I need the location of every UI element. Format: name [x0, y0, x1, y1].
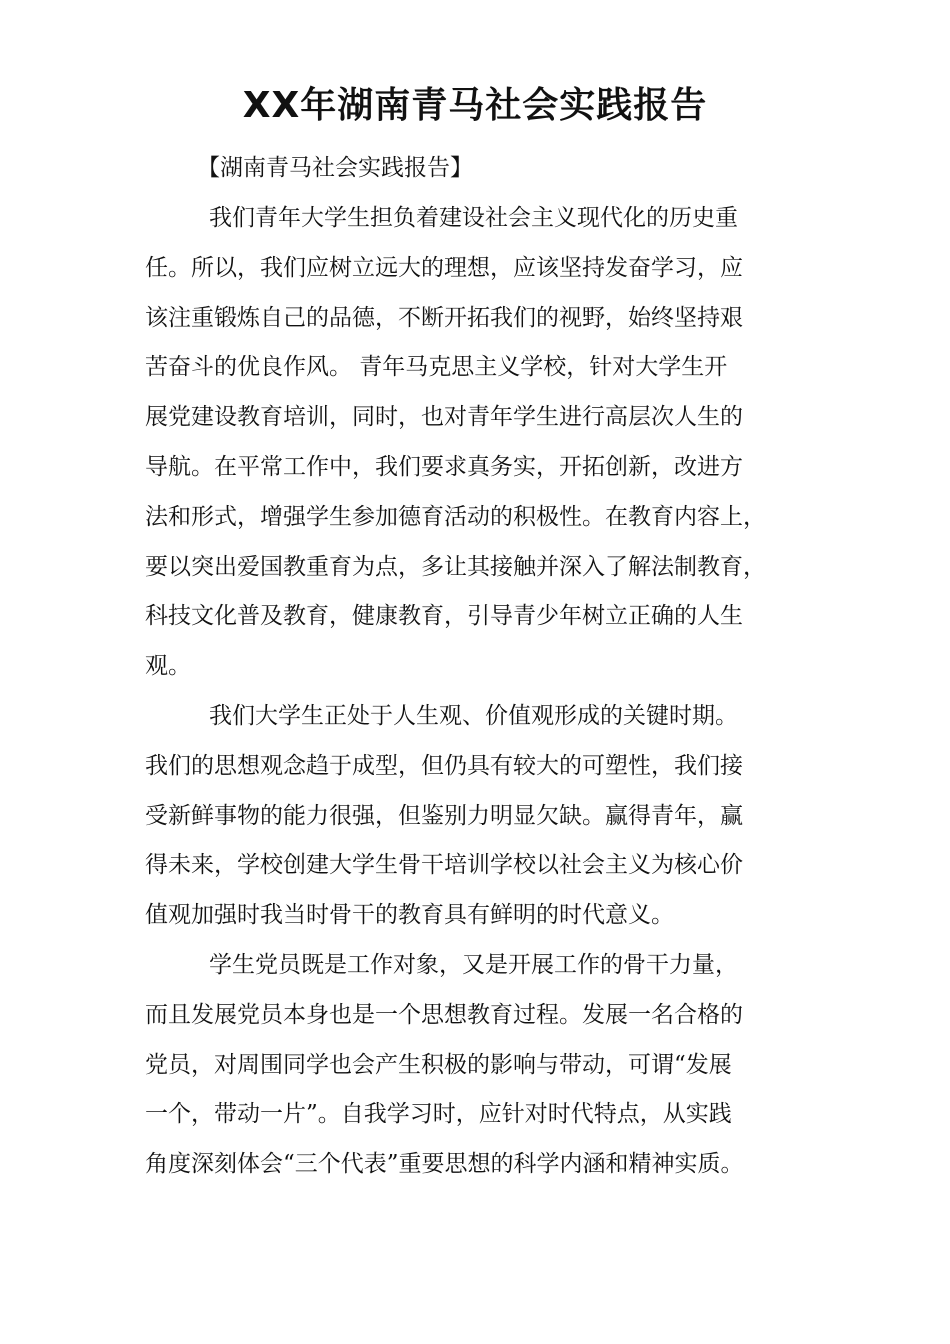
paragraph-line: 一个，带动一片”。自我学习时，应针对时代特点，从实践	[145, 1101, 732, 1128]
paragraph-line: 苦奋斗的优良作风。 青年马克思主义学校，针对大学生开	[145, 354, 728, 381]
paragraph-line: 得未来，学校创建大学生骨干培训学校以社会主义为核心价	[145, 852, 743, 879]
document-subtitle: 【湖南青马社会实践报告】	[197, 155, 473, 181]
paragraph-line: 科技文化普及教育，健康教育，引导青少年树立正确的人生	[145, 603, 743, 630]
paragraph-line: 受新鲜事物的能力很强，但鉴别力明显欠缺。赢得青年，赢	[145, 802, 743, 829]
paragraph-line: 展党建设教育培训，同时，也对青年学生进行高层次人生的	[145, 404, 743, 431]
paragraph-line: 任。所以，我们应树立远大的理想，应该坚持发奋学习，应	[145, 254, 743, 281]
paragraph-line: 我们青年大学生担负着建设社会主义现代化的历史重	[209, 205, 738, 231]
paragraph-line: 导航。在平常工作中，我们要求真务实，开拓创新，改进方	[145, 453, 743, 480]
document-title: XX年湖南青马社会实践报告	[242, 85, 708, 126]
paragraph-line: 观。	[145, 653, 191, 680]
paragraph-line: 要以突出爱国教重育为点，多让其接触并深入了解法制教育，	[145, 553, 766, 580]
paragraph-line: 而且发展党员本身也是一个思想教育过程。发展一名合格的	[145, 1001, 743, 1028]
paragraph-line: 角度深刻体会“三个代表”重要思想的科学内涵和精神实质。	[145, 1151, 744, 1178]
paragraph-line: 党员，对周围同学也会产生积极的影响与带动，可谓“发展	[145, 1051, 732, 1078]
paragraph-2	[145, 696, 825, 945]
paragraph-3	[145, 945, 825, 1194]
paragraph-line: 值观加强时我当时骨干的教育具有鲜明的时代意义。	[145, 902, 674, 929]
paragraph-line: 我们大学生正处于人生观、价值观形成的关键时期。	[209, 703, 738, 729]
paragraph-1	[145, 198, 825, 696]
paragraph-line: 我们的思想观念趋于成型，但仍具有较大的可塑性，我们接	[145, 752, 743, 779]
paragraph-line: 学生党员既是工作对象，又是开展工作的骨干力量，	[209, 952, 738, 978]
paragraph-line: 该注重锻炼自己的品德，不断开拓我们的视野，始终坚持艰	[145, 304, 743, 331]
paragraph-line: 法和形式，增强学生参加德育活动的积极性。在教育内容上，	[145, 503, 766, 530]
